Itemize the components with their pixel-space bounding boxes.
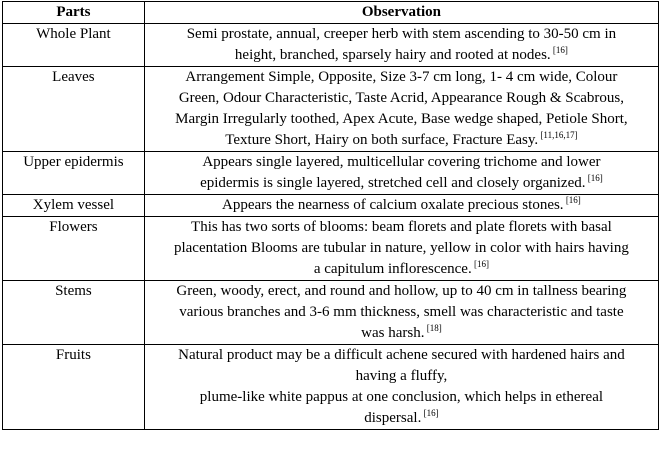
part-cell: Upper epidermis <box>3 152 145 195</box>
part-cell: Stems <box>3 281 145 345</box>
observation-line: placentation Blooms are tubular in nature, yellow in color with hairs having <box>173 240 629 256</box>
reference-citation: [16] <box>421 408 439 418</box>
observation-line: various branches and 3-6 mm thickness, smell was characteristic and taste <box>179 304 624 320</box>
table-header-row <box>3 2 659 24</box>
part-cell: Whole Plant <box>3 24 145 67</box>
reference-citation: [16] <box>471 259 489 269</box>
observation-line: a capitulum inflorescence. <box>313 261 472 277</box>
observation-line: plume-like white pappus at one conclusion, which helps in ethereal <box>199 389 604 405</box>
observation-line: Appears single layered, multicellular covering trichome and lower <box>202 154 601 170</box>
observation-cell <box>144 345 658 430</box>
observation-line: Margin Irregularly toothed, Apex Acute, Base wedge shaped, Petiole Short, <box>175 111 628 127</box>
table-row <box>3 24 659 67</box>
observation-cell <box>144 24 658 67</box>
observation-table <box>2 1 659 430</box>
observation-line: dispersal. <box>364 410 422 426</box>
part-cell: Flowers <box>3 217 145 281</box>
reference-citation: [16] <box>585 173 603 183</box>
table-row <box>3 217 659 281</box>
reference-citation: [11,16,17] <box>538 130 578 140</box>
observation-line: Appears the nearness of calcium oxalate precious stones. <box>222 197 564 213</box>
observation-cell <box>144 152 658 195</box>
observation-line: height, branched, sparsely hairy and rooted at nodes. <box>234 47 551 63</box>
observation-cell <box>144 281 658 345</box>
table-row <box>3 152 659 195</box>
observation-line: having a fluffy, <box>355 368 448 384</box>
observation-line: Arrangement Simple, Opposite, Size 3-7 cm long, 1- 4 cm wide, Colour <box>185 69 618 85</box>
observation-line: Natural product may be a difficult achene secured with hardened hairs and <box>178 347 625 363</box>
table-row <box>3 345 659 430</box>
observation-line: was harsh. <box>361 325 425 341</box>
part-cell: Leaves <box>3 67 145 152</box>
reference-citation: [16] <box>550 45 568 55</box>
observation-line: epidermis is single layered, stretched cell and closely organized. <box>200 175 586 191</box>
header-parts: Parts <box>3 2 145 24</box>
observation-cell <box>144 217 658 281</box>
table-row <box>3 195 659 217</box>
part-cell: Fruits <box>3 345 145 430</box>
header-observation: Observation <box>144 2 658 24</box>
observation-cell <box>144 67 658 152</box>
table-row <box>3 67 659 152</box>
observation-line: Green, Odour Characteristic, Taste Acrid, Appearance Rough & Scabrous, <box>178 90 625 106</box>
observation-cell <box>144 195 658 217</box>
observation-line: Semi prostate, annual, creeper herb with stem ascending to 30-50 cm in <box>186 26 617 42</box>
table-row <box>3 281 659 345</box>
reference-citation: [16] <box>563 195 581 205</box>
part-cell: Xylem vessel <box>3 195 145 217</box>
reference-citation: [18] <box>424 323 442 333</box>
observation-line: Green, woody, erect, and round and hollow, up to 40 cm in tallness bearing <box>176 283 627 299</box>
observation-line: Texture Short, Hairy on both surface, Fracture Easy. <box>225 132 539 148</box>
observation-line: This has two sorts of blooms: beam florets and plate florets with basal <box>191 219 612 235</box>
